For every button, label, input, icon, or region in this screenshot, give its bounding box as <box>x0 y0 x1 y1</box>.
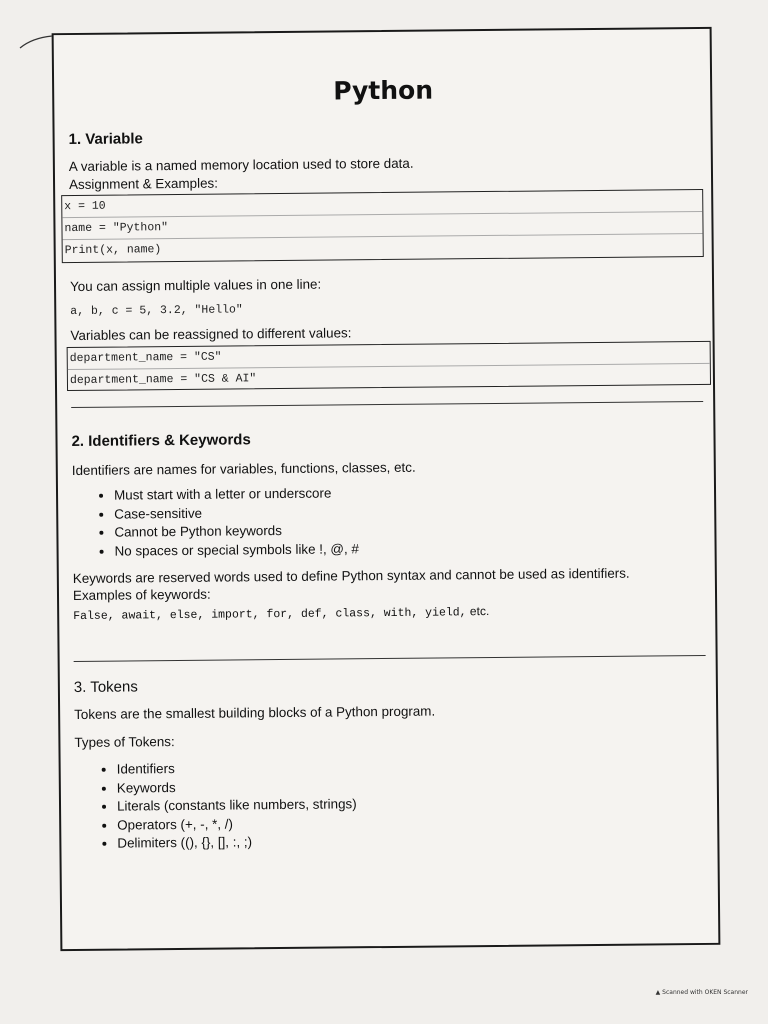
document-content <box>64 29 700 851</box>
assignment-examples-label: Assignment & Examples: <box>68 175 218 193</box>
list-item: • Must start with a letter or underscore <box>114 484 358 505</box>
list-item: • Cannot be Python keywords <box>114 521 358 542</box>
tokens-definition: Tokens are the smallest building blocks of a Python program. <box>74 703 436 723</box>
list-item: • Literals (constants like numbers, strings) <box>117 795 357 816</box>
list-item: • Delimiters ((), {}, [], :, ;) <box>117 833 357 854</box>
token-types-label: Types of Tokens: <box>74 734 175 751</box>
document-page <box>52 27 721 951</box>
list-item: • Case-sensitive <box>114 503 358 524</box>
section-heading-identifiers: 2. Identifiers & Keywords <box>71 431 251 451</box>
keywords-definition: Keywords are reserved words used to define Python syntax and cannot be used as identifiers. <box>72 565 630 587</box>
section-divider <box>74 655 706 662</box>
code-line: Print(x, name) <box>64 243 162 258</box>
scanner-logo-icon: ▲ <box>655 989 661 996</box>
multi-assign-code: a, b, c = 5, 3.2, "Hello" <box>70 303 243 319</box>
section-heading-variable: 1. Variable <box>68 130 143 149</box>
keywords-examples-label: Examples of keywords: <box>72 586 211 604</box>
identifier-rules-list <box>70 484 359 561</box>
keywords-examples-line <box>73 604 489 623</box>
code-line: department_name = "CS & AI" <box>69 372 257 388</box>
keywords-examples: False, await, else, import, for, def, class, with, yield, <box>73 606 467 624</box>
code-line: x = 10 <box>62 190 702 218</box>
multi-assign-label: You can assign multiple values in one line: <box>69 276 322 295</box>
scanner-watermark-text: Scanned with OKEN Scanner <box>662 989 748 996</box>
reassign-code-box <box>67 341 711 391</box>
section-divider <box>71 401 703 408</box>
scanner-watermark <box>656 989 748 996</box>
pen-stroke-mark <box>18 30 54 50</box>
keywords-etc: etc. <box>469 604 490 619</box>
assignment-code-box <box>61 189 704 263</box>
reassign-label: Variables can be reassigned to different values: <box>70 325 352 344</box>
token-types-list <box>73 758 358 854</box>
code-line: name = "Python" <box>62 212 702 240</box>
list-item: • No spaces or special symbols like !, @, # <box>114 540 358 561</box>
section-heading-tokens: 3. Tokens <box>73 678 138 697</box>
code-line: department_name = "CS" <box>68 342 710 370</box>
list-item: • Keywords <box>117 777 357 798</box>
page-title: Python <box>333 75 434 106</box>
variable-definition: A variable is a named memory location used to store data. <box>68 155 414 175</box>
list-item: • Identifiers <box>117 758 357 779</box>
list-item: • Operators (+, -, *, /) <box>117 814 357 835</box>
identifiers-definition: Identifiers are names for variables, functions, classes, etc. <box>71 459 416 479</box>
